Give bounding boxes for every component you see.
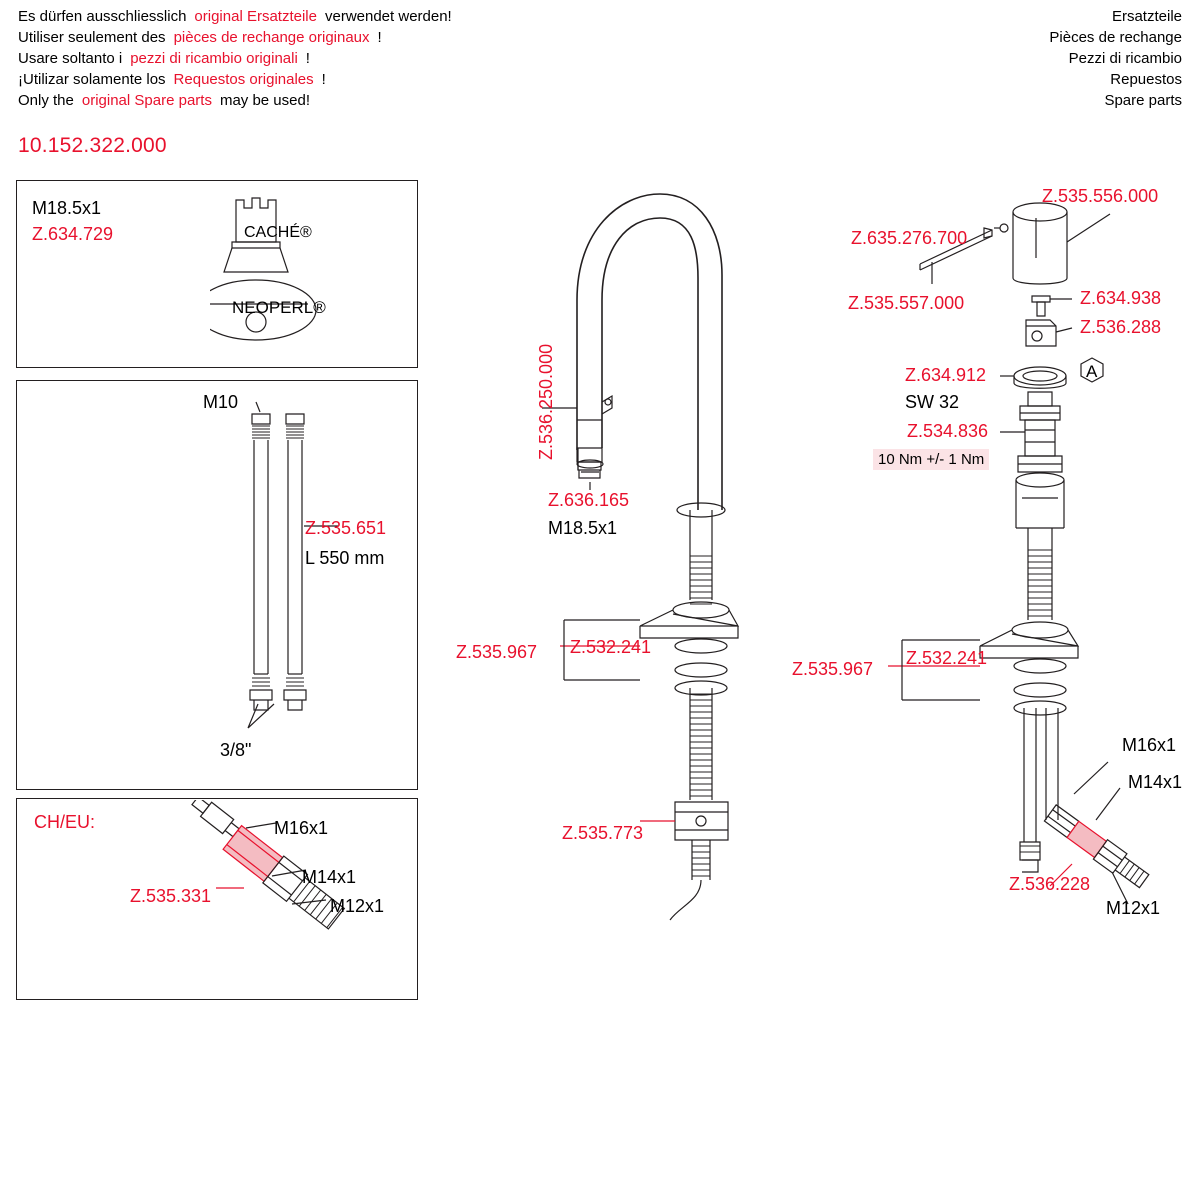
- notice-pre: Only the: [18, 92, 74, 109]
- article-number: 10.152.322.000: [18, 134, 167, 157]
- rod-part-number: Z.535.557.000: [848, 293, 965, 313]
- neoperl-brand-label: NEOPERL®: [232, 298, 326, 317]
- cache-brand-label: CACHÉ®: [244, 224, 312, 241]
- cartridge-part-number: Z.534.836: [907, 421, 989, 441]
- center-fixing-part-number: Z.535.773: [562, 823, 644, 843]
- cheu-thread-m14: M14x1: [302, 867, 357, 887]
- notice-post: !: [305, 50, 310, 67]
- notice-post: may be used!: [219, 92, 311, 109]
- notice-pre: Es dürfen ausschliesslich: [18, 8, 187, 25]
- hose-bottom-thread-label: 3/8": [220, 740, 252, 760]
- heading-fr: Pièces de rechange: [1049, 29, 1182, 46]
- cheu-part-number: Z.535.331: [130, 886, 212, 906]
- torque-spec-badge: 10 Nm +/- 1 Nm: [873, 449, 989, 470]
- notice-pre: Utiliser seulement des: [18, 29, 166, 46]
- notice-post: verwendet werden!: [324, 8, 452, 25]
- cache-thread-label: M18.5x1: [32, 198, 102, 218]
- cache-part-number: Z.634.729: [32, 224, 114, 244]
- right-hose-part-number: Z.536.228: [1009, 874, 1091, 894]
- hose-part-number: Z.535.651: [305, 518, 387, 538]
- aerator-part-number: Z.636.165: [548, 490, 630, 510]
- notice-pre: ¡Utilizar solamente los: [18, 71, 166, 88]
- notice-red: original Spare parts: [81, 92, 212, 109]
- heading-de: Ersatzteile: [1111, 8, 1182, 25]
- cache-aerator-drawing: [210, 186, 400, 361]
- notice-line-de: [18, 6, 452, 27]
- ring-part-number: Z.634.912: [905, 365, 987, 385]
- right-base-part-number: Z.532.241: [906, 648, 988, 668]
- wrench-size-label: SW 32: [905, 392, 960, 412]
- center-base-part-number: Z.532.241: [570, 637, 652, 657]
- heading-it: Pezzi di ricambio: [1068, 50, 1182, 67]
- notice-line-fr: [18, 27, 452, 48]
- heading-es: Repuestos: [1110, 71, 1182, 88]
- cheu-title: CH/EU:: [34, 812, 96, 832]
- notice-line-en: [18, 90, 452, 111]
- clip-part-number: Z.536.288: [1080, 317, 1162, 337]
- right-thread-m12: M12x1: [1106, 898, 1161, 918]
- sensor-cap-part-number: Z.535.556.000: [1042, 186, 1159, 206]
- cheu-thread-m12: M12x1: [330, 896, 385, 916]
- notice-red: original Ersatzteile: [194, 8, 317, 25]
- multilingual-notice: [18, 6, 452, 111]
- notice-line-es: [18, 69, 452, 90]
- pin-part-number: Z.635.276.700: [851, 228, 968, 248]
- right-thread-m14: M14x1: [1128, 772, 1183, 792]
- notice-pre: Usare soltanto i: [18, 50, 123, 67]
- right-gasket-part-number: Z.535.967: [792, 659, 874, 679]
- notice-line-it: [18, 48, 452, 69]
- cheu-thread-m16: M16x1: [274, 818, 329, 838]
- notice-red: Requestos originales: [173, 71, 314, 88]
- notice-post: !: [377, 29, 382, 46]
- hose-top-thread-label: M10: [203, 392, 239, 412]
- aerator-thread-label: M18.5x1: [548, 518, 618, 538]
- spout-part-number: Z.536.250.000: [536, 343, 556, 460]
- spare-parts-headings: [1049, 6, 1182, 111]
- screw-part-number: Z.634.938: [1080, 288, 1162, 308]
- notice-red: pièces de rechange originaux: [173, 29, 370, 46]
- notice-post: !: [321, 71, 326, 88]
- notice-red: pezzi di ricambio originali: [130, 50, 298, 67]
- hose-length-label: L 550 mm: [305, 548, 385, 568]
- hoses-drawing: [230, 398, 420, 748]
- center-gasket-part-number: Z.535.967: [456, 642, 538, 662]
- right-thread-m16: M16x1: [1122, 735, 1177, 755]
- wrench-mark-a: A: [1086, 362, 1098, 381]
- heading-en: Spare parts: [1104, 92, 1182, 109]
